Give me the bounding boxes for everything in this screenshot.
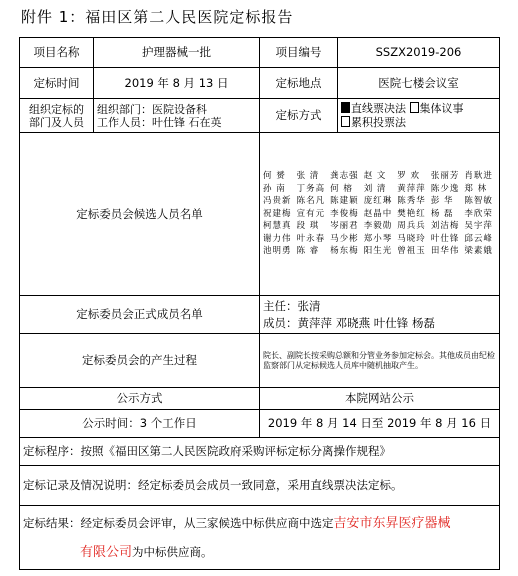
candidate-name: 樊艳红 [397, 208, 426, 219]
candidate-name: 祝建梅 [263, 208, 292, 219]
committee-label: 定标委员会正式成员名单 [20, 296, 260, 334]
row-organizer [20, 99, 500, 133]
row-candidates [20, 133, 500, 296]
candidate-name: 陈名凡 [296, 196, 326, 207]
candidate-name: 杨 磊 [430, 208, 454, 219]
time-value: 2019 年 8 月 13 日 [94, 68, 260, 99]
candidate-name: 马少彬 [330, 233, 359, 244]
organizer-label-line2: 部门及人员 [29, 115, 84, 129]
candidate-name: 刘洁梅 [430, 221, 460, 232]
unchecked-box-icon [341, 116, 350, 127]
publicity-time-label: 公示时间：3 个工作日 [20, 410, 260, 438]
candidate-name: 叶仕锋 [430, 233, 460, 244]
committee-members: 成员：黄萍萍 邓晓燕 叶仕锋 杨磊 [263, 315, 435, 330]
candidate-name: 张 清 [296, 171, 320, 182]
candidate-name: 柯慧真 [263, 221, 292, 232]
procedure-text: 定标程序：按照《福田区第二人民医院政府采购评标定标分离操作规程》 [20, 438, 500, 466]
candidate-name: 庞红琳 [363, 196, 393, 207]
candidate-name: 宣有元 [296, 208, 326, 219]
candidate-name: 池明勇 [263, 246, 292, 257]
candidate-name: 陈建颖 [330, 196, 359, 207]
project-no-label: 项目编号 [260, 38, 338, 68]
candidate-name-grid [263, 170, 496, 258]
candidate-name: 谢力伟 [263, 233, 292, 244]
row-result [20, 506, 500, 570]
candidate-name: 李毅勋 [363, 221, 393, 232]
candidate-name: 杨东梅 [330, 246, 359, 257]
method-option-collective[interactable]: 集体议事 [410, 102, 464, 115]
row-procedure [20, 438, 500, 466]
candidate-name: 刘 清 [363, 183, 387, 194]
project-name-label: 项目名称 [20, 38, 94, 68]
candidate-name: 邱云峰 [464, 233, 493, 244]
candidate-name: 赵 文 [363, 171, 387, 182]
process-text: 院长、副院长按采购总额和分管业务参加定标会。其他成员由纪检监察部门从定标候选人员库中随机抽取产生。 [260, 334, 500, 388]
method-options [338, 99, 500, 133]
candidate-name: 黄萍萍 [397, 183, 426, 194]
candidate-name: 叶永春 [296, 233, 326, 244]
result-prefix: 定标结果：经定标委员会评审，从三家候选中标供应商中选定 [23, 515, 334, 530]
candidate-name: 陈秀华 [397, 196, 426, 207]
candidate-name: 吴宇萍 [464, 221, 493, 232]
organizer-value [94, 99, 260, 133]
candidate-name: 赵晶中 [363, 208, 393, 219]
candidate-name: 梁素娥 [464, 246, 493, 257]
result-suffix: 为中标供应商。 [132, 544, 213, 559]
row-publicity-time [20, 410, 500, 438]
candidate-name: 曾祖玉 [397, 246, 426, 257]
candidate-name: 孙 南 [263, 183, 286, 194]
committee-chair: 主任：张清 [263, 298, 321, 313]
candidate-name: 陈智敏 [464, 196, 493, 207]
organizer-label [20, 99, 94, 133]
unchecked-box-icon [410, 102, 419, 113]
candidate-name: 郑 林 [464, 183, 488, 194]
record-text: 定标记录及情况说明：经定标委员会成员一致同意，采用直线票决法定标。 [20, 466, 500, 506]
candidate-name: 冯贵新 [263, 196, 292, 207]
committee-value [260, 296, 500, 334]
project-no-value: SSZX2019-206 [338, 38, 500, 68]
candidate-name: 丁务高 [296, 183, 326, 194]
candidate-name: 何 榕 [330, 183, 353, 194]
result-text [20, 506, 500, 570]
organizer-staff: 工作人员：叶仕锋 石在英 [97, 115, 222, 129]
result-winner-part1: 吉安市东昇医疗器械 [333, 515, 451, 531]
time-label: 定标时间 [20, 68, 94, 99]
organizer-label-line1: 组织定标的 [29, 102, 84, 116]
candidate-name: 李欣荣 [464, 208, 493, 219]
row-record [20, 466, 500, 506]
organizer-dept: 组织部门：医院设备科 [97, 102, 207, 116]
candidate-name: 张丽芳 [430, 171, 460, 182]
row-project [20, 38, 500, 68]
publicity-method-value: 本院网站公示 [260, 388, 500, 410]
candidate-name: 郑小琴 [363, 233, 393, 244]
publicity-method-label: 公示方式 [20, 388, 260, 410]
process-label: 定标委员会的产生过程 [20, 334, 260, 388]
candidates-list [260, 133, 500, 296]
candidate-name: 罗 欢 [397, 171, 420, 182]
candidate-name: 彭 华 [430, 196, 454, 207]
row-committee [20, 296, 500, 334]
result-winner-part2: 有限公司 [80, 544, 133, 560]
candidate-name: 何 赟 [263, 171, 286, 182]
row-publicity-method [20, 388, 500, 410]
row-process [20, 334, 500, 388]
place-label: 定标地点 [260, 68, 338, 99]
candidate-name: 岑丽君 [330, 221, 359, 232]
place-value: 医院七楼会议室 [338, 68, 500, 99]
candidate-name: 马晓玲 [397, 233, 426, 244]
candidate-name: 周兵兵 [397, 221, 426, 232]
bid-report-table [19, 37, 500, 570]
candidates-label: 定标委员会候选人员名单 [20, 133, 260, 296]
candidate-name: 李俊梅 [330, 208, 359, 219]
publicity-time-value: 2019 年 8 月 14 日至 2019 年 8 月 16 日 [260, 410, 500, 438]
candidate-name: 阳生光 [363, 246, 393, 257]
method-label: 定标方式 [260, 99, 338, 133]
candidate-name: 陈少逸 [430, 183, 460, 194]
project-name-value: 护理器械一批 [94, 38, 260, 68]
method-option-cumulative[interactable]: 累积投票法 [341, 116, 406, 129]
candidate-name: 段 琪 [296, 221, 320, 232]
document-title: 附件 1：福田区第二人民医院定标报告 [21, 8, 294, 26]
candidate-name: 田华伟 [430, 246, 460, 257]
candidate-name: 肖耿进 [464, 171, 493, 182]
candidate-name: 陈 睿 [296, 246, 320, 257]
row-time-place [20, 68, 500, 99]
candidate-name: 龚志强 [330, 171, 359, 182]
checked-box-icon [341, 102, 350, 113]
method-option-direct[interactable]: 直线票决法 [341, 102, 406, 115]
